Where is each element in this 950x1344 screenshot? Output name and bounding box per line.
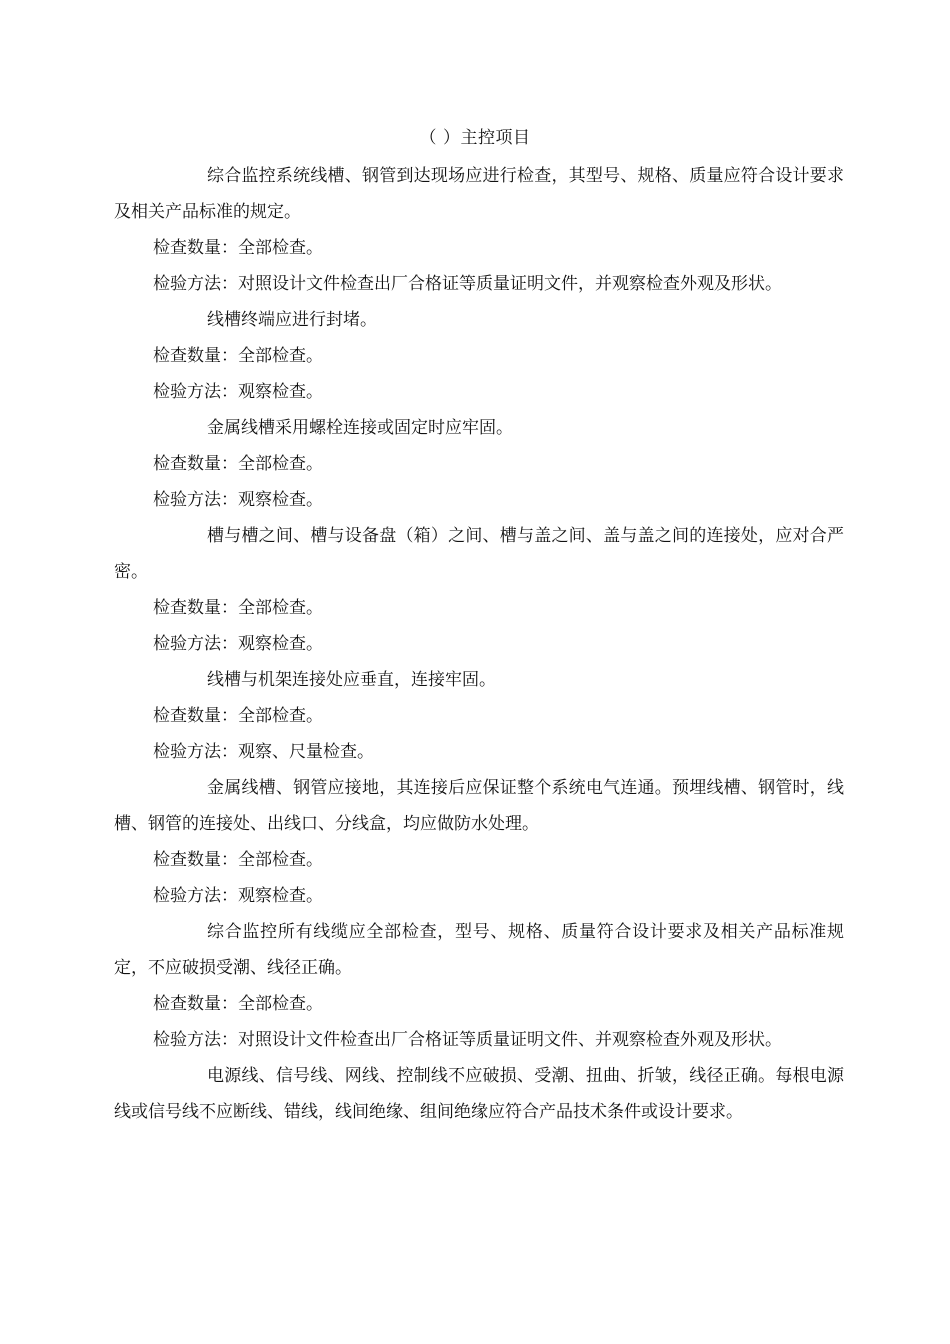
paragraph-inspection-quantity: 检查数量：全部检查。 bbox=[153, 238, 323, 258]
paragraph-item: 金属线槽、钢管应接地，其连接后应保证整个系统电气连通。预埋线槽、钢管时，线槽、钢管的连接处、出线口、分线盒，均应做防水处理。 bbox=[114, 778, 844, 834]
paragraph-inspection-quantity: 检查数量：全部检查。 bbox=[153, 850, 323, 870]
paragraph-inspection-method: 检验方法：观察检查。 bbox=[153, 886, 323, 906]
paragraph-inspection-method: 检验方法：观察检查。 bbox=[153, 634, 323, 654]
paragraph-item: 线槽与机架连接处应垂直，连接牢固。 bbox=[207, 670, 496, 690]
document-body bbox=[114, 158, 844, 1130]
paragraph-inspection-method: 检验方法：观察检查。 bbox=[153, 490, 323, 510]
section-heading: （ ）主控项目 bbox=[419, 128, 531, 148]
paragraph-inspection-quantity: 检查数量：全部检查。 bbox=[153, 598, 323, 618]
paragraph-inspection-method: 检验方法：对照设计文件检查出厂合格证等质量证明文件，并观察检查外观及形状。 bbox=[153, 274, 782, 294]
paragraph-item: 线槽终端应进行封堵。 bbox=[207, 310, 377, 330]
paragraph-inspection-method: 检验方法：观察、尺量检查。 bbox=[153, 742, 374, 762]
paragraph-inspection-quantity: 检查数量：全部检查。 bbox=[153, 346, 323, 366]
paragraph-inspection-quantity: 检查数量：全部检查。 bbox=[153, 994, 323, 1014]
paragraph-item: 综合监控系统线槽、钢管到达现场应进行检查，其型号、规格、质量应符合设计要求及相关产品标准的规定。 bbox=[114, 166, 844, 222]
paragraph-inspection-quantity: 检查数量：全部检查。 bbox=[153, 454, 323, 474]
paragraph-item: 综合监控所有线缆应全部检查，型号、规格、质量符合设计要求及相关产品标准规定，不应破损受潮、线径正确。 bbox=[114, 922, 844, 978]
paragraph-item: 金属线槽采用螺栓连接或固定时应牢固。 bbox=[207, 418, 513, 438]
paragraph-inspection-method: 检验方法：观察检查。 bbox=[153, 382, 323, 402]
paragraph-inspection-quantity: 检查数量：全部检查。 bbox=[153, 706, 323, 726]
paragraph-item: 电源线、信号线、网线、控制线不应破损、受潮、扭曲、折皱，线径正确。每根电源线或信号线不应断线、错线，线间绝缘、组间绝缘应符合产品技术条件或设计要求。 bbox=[114, 1066, 844, 1122]
paragraph-item: 槽与槽之间、槽与设备盘（箱）之间、槽与盖之间、盖与盖之间的连接处，应对合严密。 bbox=[114, 526, 844, 582]
paragraph-inspection-method: 检验方法：对照设计文件检查出厂合格证等质量证明文件、并观察检查外观及形状。 bbox=[153, 1030, 782, 1050]
